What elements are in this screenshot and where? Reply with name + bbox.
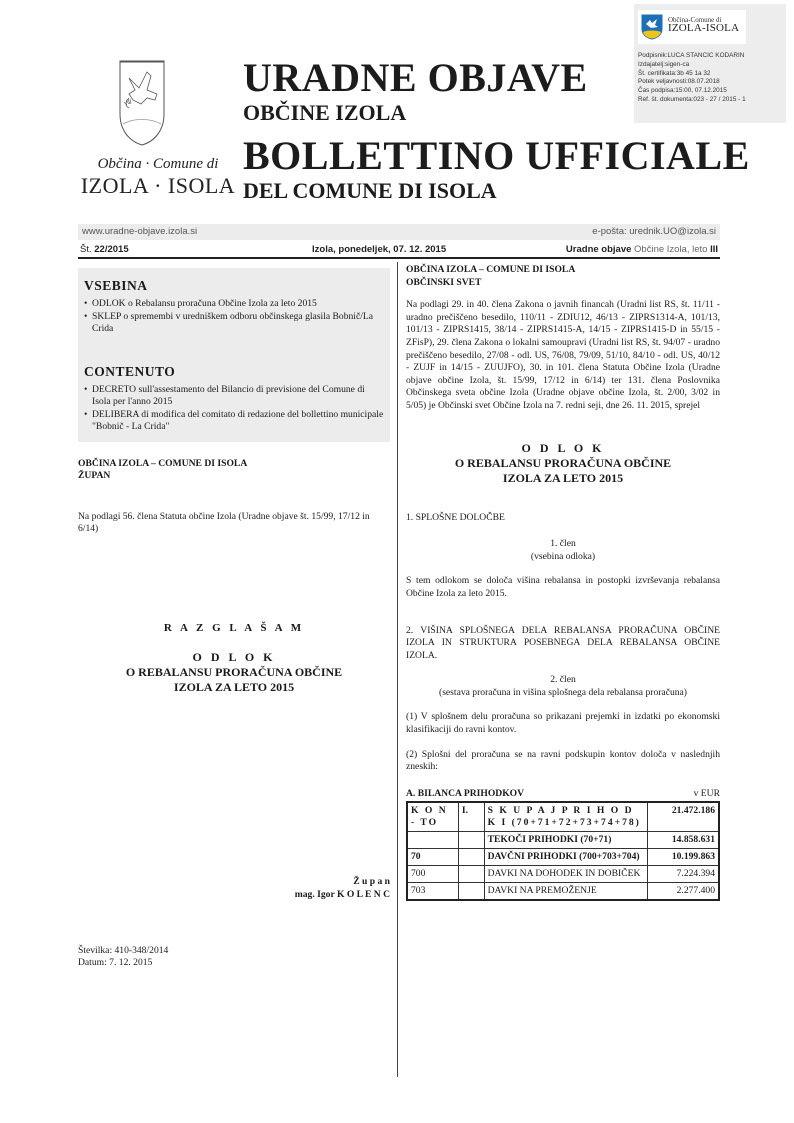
right-decree-heading — [406, 441, 720, 486]
email-link[interactable]: e-pošta: urednik.UO@izola.si — [592, 226, 716, 237]
label-cell: DAVKI NA DOHODEK IN DOBIČEK — [484, 865, 647, 882]
document-reference: Ref. št. dokumenta:023 - 27 / 2015 - 1 — [638, 95, 746, 103]
mayor-title: Ž u p a n — [353, 875, 390, 887]
proclamation: R A Z G L A Š A M — [163, 621, 305, 634]
toc-title-slovene: VSEBINA — [84, 278, 148, 293]
preamble: Na podlagi 29. in 40. člena Zakona o javnih financah (Uradni list RS, št. 11/11 - uradno prečiščeno besedilo, 110/11 - ZDIU12, 46/13 - ZIPRS1314-A, 101/13, 101/13 - ZIPRS1415, 38/14 - ZIPRS1415-A, 14/15 - ZIPRS1415-D in 55/15 - ZFisP), 29. člena Zakona o lokalni samoupravi (Uradni list RS, št. 94/07 - uradno prečiščeno besedilo, 27/08 - odl. US, 76/08, 79/09, 51/10, 84/10 - odl. US, 40/12 - ZUJF in 14/15 - ZUUJFO), 30. in 101. člena Statuta Občine Izola (Uradne objave občine Izola, št. 15/99, 17/12 in 6/14) ter 131. člena Poslovnika Občinskega sveta občine Izola (Uradne objave občine Izola, št. 2/00, 3/02 in 5/05) je Občinski svet Občine Izola na 7. redni seji, dne 26. 11. 2015, sprejel — [406, 299, 720, 411]
label-cell: DAVKI NA PREMOŽENJE — [484, 882, 647, 900]
roman-cell — [458, 831, 484, 848]
roman-cell: I. — [458, 802, 484, 832]
article-2-paragraph-2: (2) Splošni del proračuna se na ravni podskupin kontov določa v naslednjih zneskih: — [406, 748, 720, 773]
label-cell: S K U P A J P R I H O D K I (70+71+72+73+74+78) — [484, 802, 647, 832]
roman-cell — [458, 865, 484, 882]
document-number: Številka: 410-348/2014 — [78, 944, 169, 956]
certificate-number: Št. certifikata:3b 45 1a 32 — [638, 69, 711, 77]
mayor-name: mag. Igor K O L E N C — [294, 888, 390, 900]
article-2-paragraph-1: (1) V splošnem delu proračuna so prikazani prejemki in izdatki po ekonomski klasifikaciji do ravni kontov. — [406, 711, 720, 736]
document-date: Datum: 7. 12. 2015 — [78, 957, 153, 969]
amount-cell: 2.277.400 — [647, 882, 719, 900]
table-caption — [406, 788, 720, 801]
issue-number — [80, 244, 129, 255]
website-link[interactable]: www.uradne-objave.izola.si — [82, 226, 198, 237]
table-row — [407, 865, 719, 882]
crest-caption-municipality: Občina · Comune di — [97, 156, 219, 172]
roman-cell — [458, 882, 484, 900]
table-of-contents — [78, 268, 390, 442]
konto-cell: K O N - TO — [407, 802, 458, 832]
article-1-title: (vsebina odloka) — [530, 550, 596, 562]
mayor-signature — [78, 875, 390, 901]
amount-cell: 14.858.631 — [647, 831, 719, 848]
right-decree-title2: IZOLA ZA LETO 2015 — [502, 470, 624, 485]
right-decree-title1: O REBALANSU PRORAČUNA OBČINE — [454, 455, 672, 470]
left-decree-title1: O REBALANSU PRORAČUNA OBČINE — [125, 664, 343, 679]
konto-cell: 700 — [407, 865, 458, 882]
column-divider — [397, 262, 398, 1077]
article-2-number: 2. člen — [550, 674, 576, 686]
publication-rest: Občine Izola, leto — [631, 244, 711, 255]
section-2-heading: 2. VIŠINA SPLOŠNEGA DELA REBALANSA PRORAČUNA OBČINE IZOLA IN STRUKTURA POSEBNEGA DELA REBALANSA OBČINE IZOLA. — [406, 624, 720, 661]
left-org-line2: ŽUPAN — [78, 470, 111, 482]
table-title: A. BILANCA PRIHODKOV — [406, 787, 525, 799]
header-contact-strip — [78, 224, 720, 240]
table-row — [407, 882, 719, 900]
table-row — [407, 802, 719, 832]
konto-cell: 70 — [407, 848, 458, 865]
amount-cell: 10.199.863 — [647, 848, 719, 865]
table-row — [407, 831, 719, 848]
toc-item[interactable]: • DELIBERA di modifica del comitato di redazione del bollettino municipale "Bobnič - La Crida" — [84, 409, 384, 434]
article-1-text: S tem odlokom se določa višina rebalansa in postopki izvrševanja rebalansa Občine Izola za leto 2015. — [406, 575, 720, 599]
crest-caption-town: IZOLA · ISOLA — [80, 173, 236, 198]
table-row — [407, 848, 719, 865]
konto-cell: 703 — [407, 882, 458, 900]
masthead-title-slovene: URADNE OBJAVE — [243, 55, 588, 100]
municipal-crest-icon — [119, 60, 165, 146]
article-2-title: (sestava proračuna in višina splošnega dela rebalansa proračuna) — [439, 686, 687, 698]
publication-year: III — [710, 244, 718, 255]
roman-cell — [458, 848, 484, 865]
left-organization — [78, 458, 390, 483]
publication-name: Uradne objave — [565, 244, 632, 255]
masthead-subtitle-slovene: OBČINE IZOLA — [243, 100, 407, 125]
revenue-balance-table — [406, 801, 720, 901]
certificate-expiry: Potek veljavnosti:08.07.2018 — [638, 78, 720, 86]
table-unit: v EUR — [693, 787, 720, 799]
left-column — [78, 264, 390, 970]
toc-item[interactable]: • DECRETO sull'assestamento del Bilancio di previsione del Comune di Isola per l'anno 2015 — [84, 384, 384, 409]
left-org-line1: OBČINA IZOLA – COMUNE DI ISOLA — [78, 457, 248, 469]
signature-logo-line2: IZOLA-ISOLA — [668, 22, 740, 34]
article-2-heading — [406, 674, 720, 699]
issue-value: 22/2015 — [94, 244, 129, 255]
amount-cell: 21.472.186 — [647, 802, 719, 832]
article-1-heading — [406, 538, 720, 563]
signing-time: Čas podpisa:15:00, 07.12.2015 — [638, 87, 727, 95]
toc-item[interactable]: • SKLEP o spremembi v uredniškem odboru občinskega glasila Bobnič/La Crida — [84, 311, 384, 336]
document-identifiers — [78, 945, 390, 970]
digital-signature-box — [634, 4, 786, 123]
issuer: Izdajatelj:sigen-ca — [638, 60, 690, 68]
konto-cell — [407, 831, 458, 848]
article-1-number: 1. člen — [550, 538, 576, 550]
section-1-heading: 1. SPLOŠNE DOLOČBE — [406, 511, 505, 523]
publication-info — [566, 244, 718, 255]
signature-logo-line1: Občina-Comune di — [668, 16, 722, 24]
issue-prefix: Št. — [80, 244, 95, 255]
signer: Podpisnik:LUCA STANCIC KODARIN — [638, 52, 745, 59]
amount-cell: 7.224.394 — [647, 865, 719, 882]
right-organization — [406, 264, 720, 289]
toc-item[interactable]: • ODLOK o Rebalansu proračuna Občine Izola za leto 2015 — [84, 298, 384, 311]
right-decree-label: O D L O K — [521, 440, 605, 455]
issue-info-bar — [78, 243, 720, 259]
masthead-title-italian: BOLLETTINO UFFICIALE — [243, 133, 750, 178]
left-decree-heading — [78, 650, 390, 695]
toc-title-italian: CONTENUTO — [84, 363, 176, 379]
label-cell: DAVČNI PRIHODKI (700+703+704) — [484, 848, 647, 865]
left-legal-basis: Na podlagi 56. člena Statuta občine Izola (Uradne objave št. 15/99, 17/12 in 6/14) — [78, 510, 370, 535]
masthead-subtitle-italian: DEL COMUNE DI ISOLA — [243, 178, 497, 203]
left-decree-title2: IZOLA ZA LETO 2015 — [173, 679, 295, 694]
right-org-line1: OBČINA IZOLA – COMUNE DI ISOLA — [406, 264, 576, 275]
place-date: Izola, ponedeljek, 07. 12. 2015 — [312, 244, 447, 255]
left-decree-label: O D L O K — [192, 649, 276, 664]
signature-logo — [638, 10, 746, 44]
izola-crest-icon — [641, 14, 663, 40]
right-org-line2: OBČINSKI SVET — [406, 276, 482, 288]
right-column — [406, 264, 720, 901]
label-cell: TEKOČI PRIHODKI (70+71) — [484, 831, 647, 848]
